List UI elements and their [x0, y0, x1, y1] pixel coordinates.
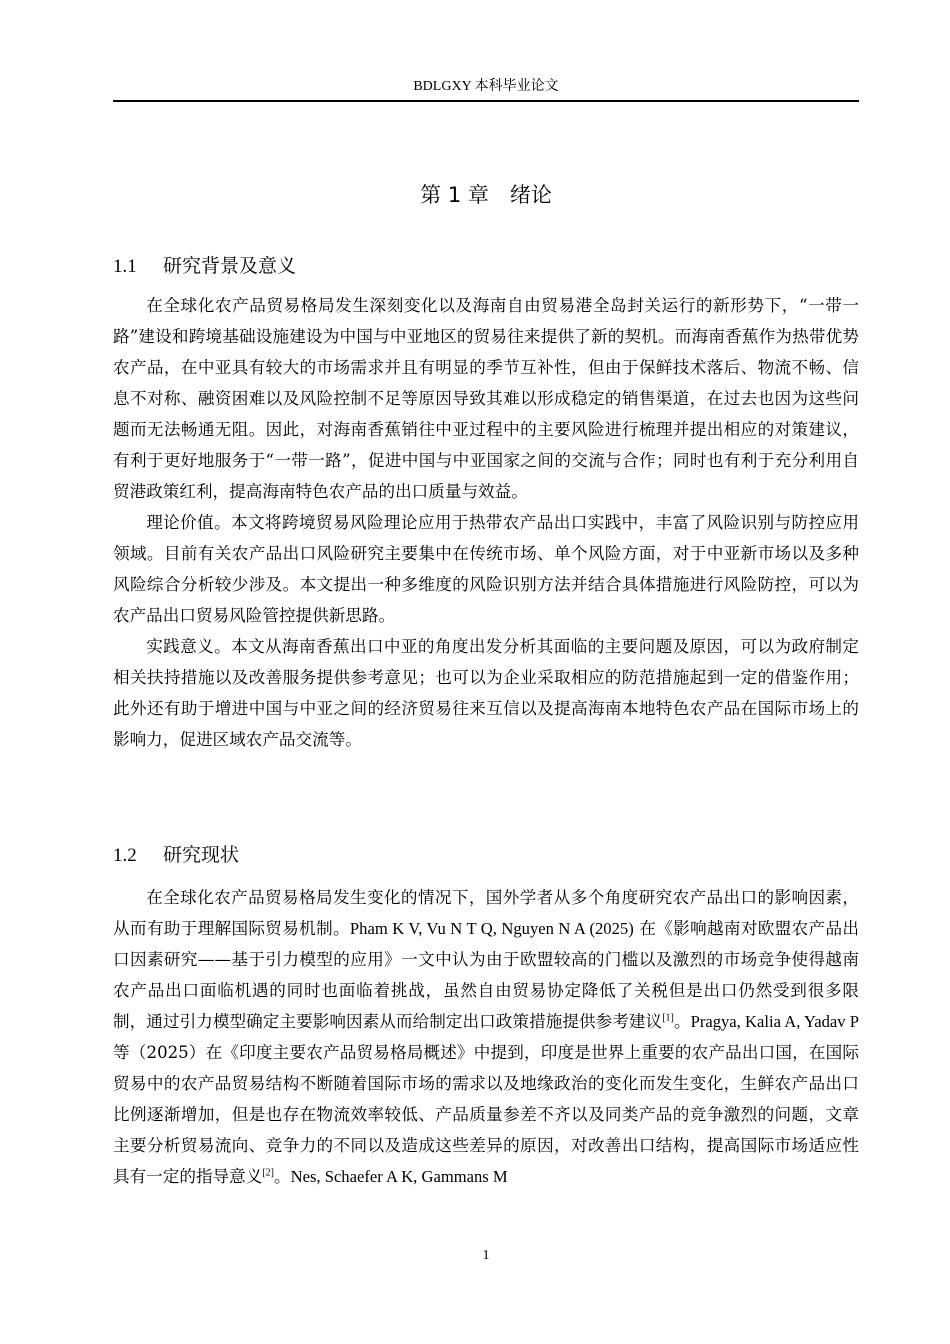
page-number: 1 [482, 1248, 490, 1263]
paragraph-text: 在《影响越南对欧盟农产品出口因素研究——基于引力模型的应用》一文中认为由于欧盟较高的门槛以及激烈的市场竞争使得越南农产品出口面临机遇的同时也面临着挑战，虽然自由贸易协定降低了关税但是出口仍然受到很多限制，通过引力模型确定主要影响因素从而给制定出口政策措施提供参考建议 [113, 919, 859, 1031]
chapter-title: 第 1 章 绪论 [420, 183, 552, 207]
paragraph-text: 。 [274, 1167, 291, 1186]
header-rule [113, 100, 859, 102]
citation-authors: Pham K V, Vu N T Q, Nguyen N A (2025) [349, 919, 634, 938]
paragraph-text: 等（2025）在《印度主要农产品贸易格局概述》中提到，印度是世界上重要的农产品出口国，在国际贸易中的农产品贸易结构不断随着国际市场的需求以及地缘政治的变化而发生变化，生鲜农产品出口比例逐渐增加，但是也存在物流效率较低、产品质量参差不齐以及同类产品的竞争激烈的问题，文章主要分析贸易流向、竞争力的不同以及造成这些差异的原因，对改善出口结构，提高国际市场适应性具有一定的指导意义 [113, 1043, 859, 1186]
paragraph [113, 882, 859, 1192]
section-title: 研究现状 [163, 844, 240, 866]
reference-marker[interactable]: [2] [262, 1167, 275, 1179]
paragraph-text: 在全球化农产品贸易格局发生变化的情况下，国外学者从多个角度研究农产品出口的影响因素，从而有助于理解国际贸易机制。 [113, 888, 859, 938]
section-heading-1-2 [113, 841, 859, 870]
citation-authors: Nes, Schaefer A K, Gammans M [290, 1167, 508, 1186]
paragraph: 实践意义。本文从海南香蕉出口中亚的角度出发分析其面临的主要问题及原因，可以为政府制定相关扶持措施以及改善服务提供参考意见；也可以为企业采取相应的防范措施起到一定的借鉴作用；此外还有助于增进中国与中亚之间的经济贸易往来互信以及提高海南本地特色农产品在国际市场上的影响力，促进区域农产品交流等。 [113, 637, 859, 749]
section-1-2-body [113, 882, 859, 1192]
running-header: BDLGXY 本科毕业论文 [413, 79, 559, 94]
citation-authors: Pragya, Kalia A, Yadav P [690, 1012, 860, 1031]
section-title: 研究背景及意义 [163, 255, 297, 277]
reference-marker[interactable]: [1] [662, 1012, 674, 1024]
section-number: 1.1 [113, 256, 137, 277]
section-1-1-body [113, 290, 859, 755]
section-heading-1-1 [113, 252, 859, 281]
paragraph: 在全球化农产品贸易格局发生深刻变化以及海南自由贸易港全岛封关运行的新形势下，“一带一路”建设和跨境基础设施建设为中国与中亚地区的贸易往来提供了新的契机。而海南香蕉作为热带优势农产品，在中亚具有较大的市场需求并且有明显的季节互补性，但由于保鲜技术落后、物流不畅、信息不对称、融资困难以及风险控制不足等原因导致其难以形成稳定的销售渠道，在过去也因为这些问题而无法畅通无阻。因此，对海南香蕉销往中亚过程中的主要风险进行梳理并提出相应的对策建议，有利于更好地服务于“一带一路”，促进中国与中亚国家之间的交流与合作；同时也有利于充分利用自贸港政策红利，提高海南特色农产品的出口质量与效益。 [113, 296, 859, 501]
section-number: 1.2 [113, 845, 137, 866]
paragraph-text: 。 [673, 1012, 691, 1031]
paragraph: 理论价值。本文将跨境贸易风险理论应用于热带农产品出口实践中，丰富了风险识别与防控应用领域。目前有关农产品出口风险研究主要集中在传统市场、单个风险方面，对于中亚新市场以及多种风险综合分析较少涉及。本文提出一种多维度的风险识别方法并结合具体措施进行风险防控，可以为农产品出口贸易风险管控提供新思路。 [113, 513, 859, 625]
